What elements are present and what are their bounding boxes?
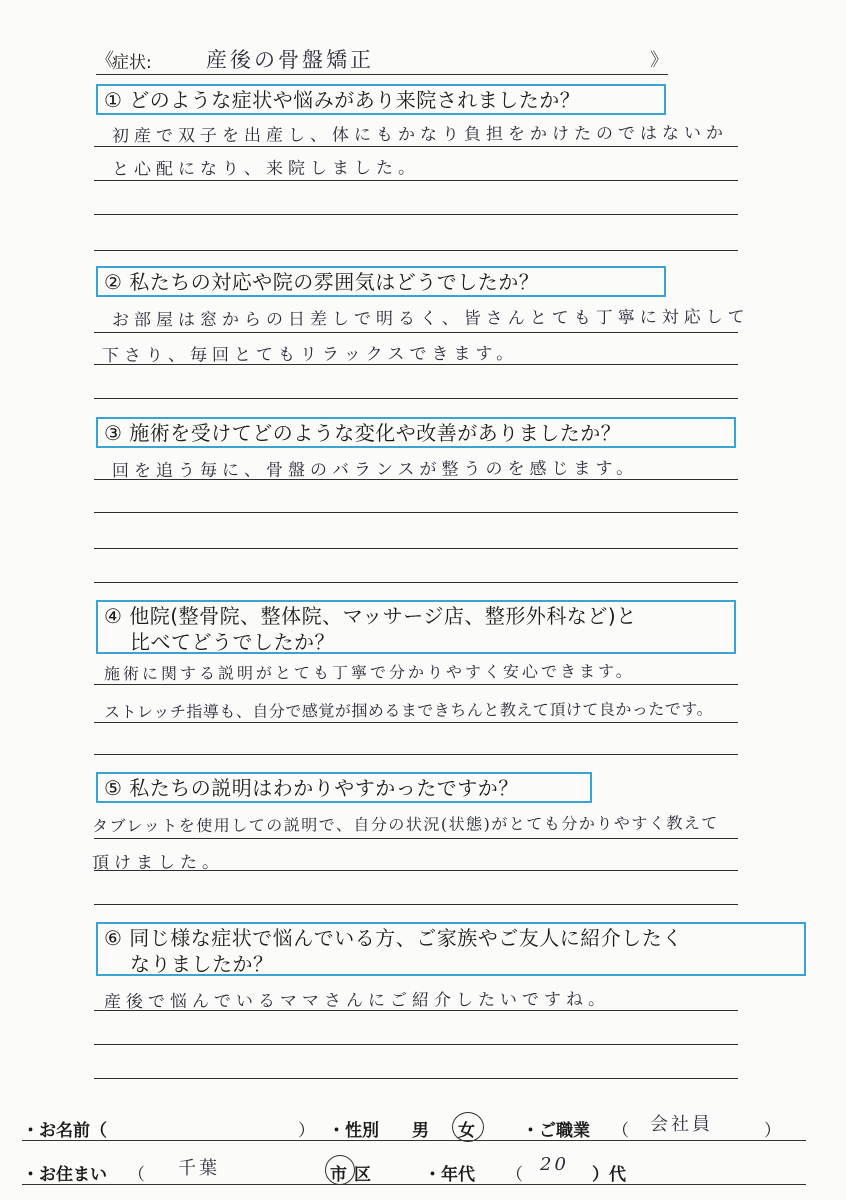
address-label: ・お住まい [22,1165,107,1185]
symptom-label: 症状: [112,53,152,73]
symptom-open-bracket: 《 [96,50,114,71]
address-value: 千葉 [178,1158,220,1179]
answer-rule [94,838,738,839]
gender-female[interactable]: 女 [458,1121,475,1141]
question-4-label-line-2: 比べてどうでしたか？ [130,630,335,654]
answer-2-line-2: 下さり、毎回とてもリラックスできます。 [101,343,519,367]
city-selected-circle [325,1155,355,1185]
question-4-box [96,600,736,654]
question-4-label-line-1: ④ 他院(整骨院、整体院、マッサージ店、整形外科など)と [104,604,637,628]
ward-mark[interactable]: 区 [354,1165,371,1185]
answer-rule [94,1044,738,1045]
age-open-paren: （ [506,1165,523,1185]
job-open-paren: （ [612,1121,629,1141]
answer-rule [94,364,738,365]
answer-5-line-1: タブレットを使用しての説明で、自分の状況(状態)がとても分かりやすく教えて [91,813,719,836]
question-5-label: ⑤ 私たちの説明はわかりやすかったですか？ [104,776,519,800]
answer-rule [94,870,738,871]
gender-male[interactable]: 男 [412,1121,429,1141]
symptom-row [96,44,668,74]
answer-rule [94,548,738,549]
answer-rule [94,582,738,583]
answer-rule [94,1078,738,1079]
answer-rule [94,904,738,905]
answer-rule [94,722,738,723]
symptom-close-bracket: 》 [650,50,668,71]
answer-4-line-1: 施術に関する説明がとても丁寧で分かりやすく安心できます。 [103,661,635,684]
question-2-box [96,266,666,297]
answer-rule [94,754,738,755]
answer-rule [94,250,738,251]
symptom-underline [96,74,668,75]
answer-rule [94,332,738,333]
answer-rule [94,1010,738,1011]
answer-3-line-1: 回を追う毎に、骨盤のバランスが整うのを感じます。 [111,458,639,482]
question-3-box [96,417,736,448]
answer-1-line-1: 初産で双子を出産し、体にもかなり負担をかけたのではないか [111,123,729,147]
answer-rule [94,180,738,181]
name-label: ・お名前（ [22,1121,107,1141]
job-close-paren: ） [764,1121,781,1141]
age-value: 20 [540,1154,569,1175]
answer-rule [94,512,738,513]
answer-rule [94,684,738,685]
question-6-label-line-1: ⑥ 同じ様な症状で悩んでいる方、ご家族やご友人に紹介したく [104,926,683,950]
answer-4-line-2: ストレッチ指導も、自分で感覚が掴めるまできちんと教えて頂けて良かったです。 [103,699,714,722]
answer-6-line-1: 産後で悩んでいるママさんにご紹介したいですね。 [103,989,611,1013]
answer-rule [94,214,738,215]
question-5-box [96,772,592,803]
answer-5-line-2: 頂けました。 [91,852,225,874]
city-mark[interactable]: 市 [330,1165,347,1185]
age-label: ・年代 [424,1165,475,1185]
gender-selected-circle [452,1112,484,1142]
question-3-label: ③ 施術を受けてどのような変化や改善がありましたか？ [104,421,622,445]
footer-rule-2 [22,1184,806,1185]
symptom-value: 産後の骨盤矯正 [206,48,374,72]
question-2-label: ② 私たちの対応や院の雰囲気はどうでしたか？ [104,270,540,294]
answer-2-line-1: お部屋は窓からの日差しで明るく、皆さんとても丁寧に対応して [111,307,750,331]
job-label: ・ご職業 [522,1121,590,1141]
age-close-label: ）代 [592,1165,626,1185]
question-6-box [96,922,806,976]
question-1-box [96,84,666,115]
answer-1-line-2: と心配になり、来院しました。 [111,158,421,180]
footer-rule-1 [22,1140,806,1141]
gender-label: ・性別 [328,1121,379,1141]
answer-rule [94,146,738,147]
answer-rule [94,398,738,399]
question-1-label: ① どのような症状や悩みがあり来院されましたか？ [104,88,581,112]
address-open-paren: （ [128,1165,145,1185]
question-6-label-line-2: なりましたか？ [130,952,274,976]
name-close-paren: ） [298,1121,315,1141]
answer-rule [94,479,738,480]
job-value: 会社員 [650,1114,713,1135]
